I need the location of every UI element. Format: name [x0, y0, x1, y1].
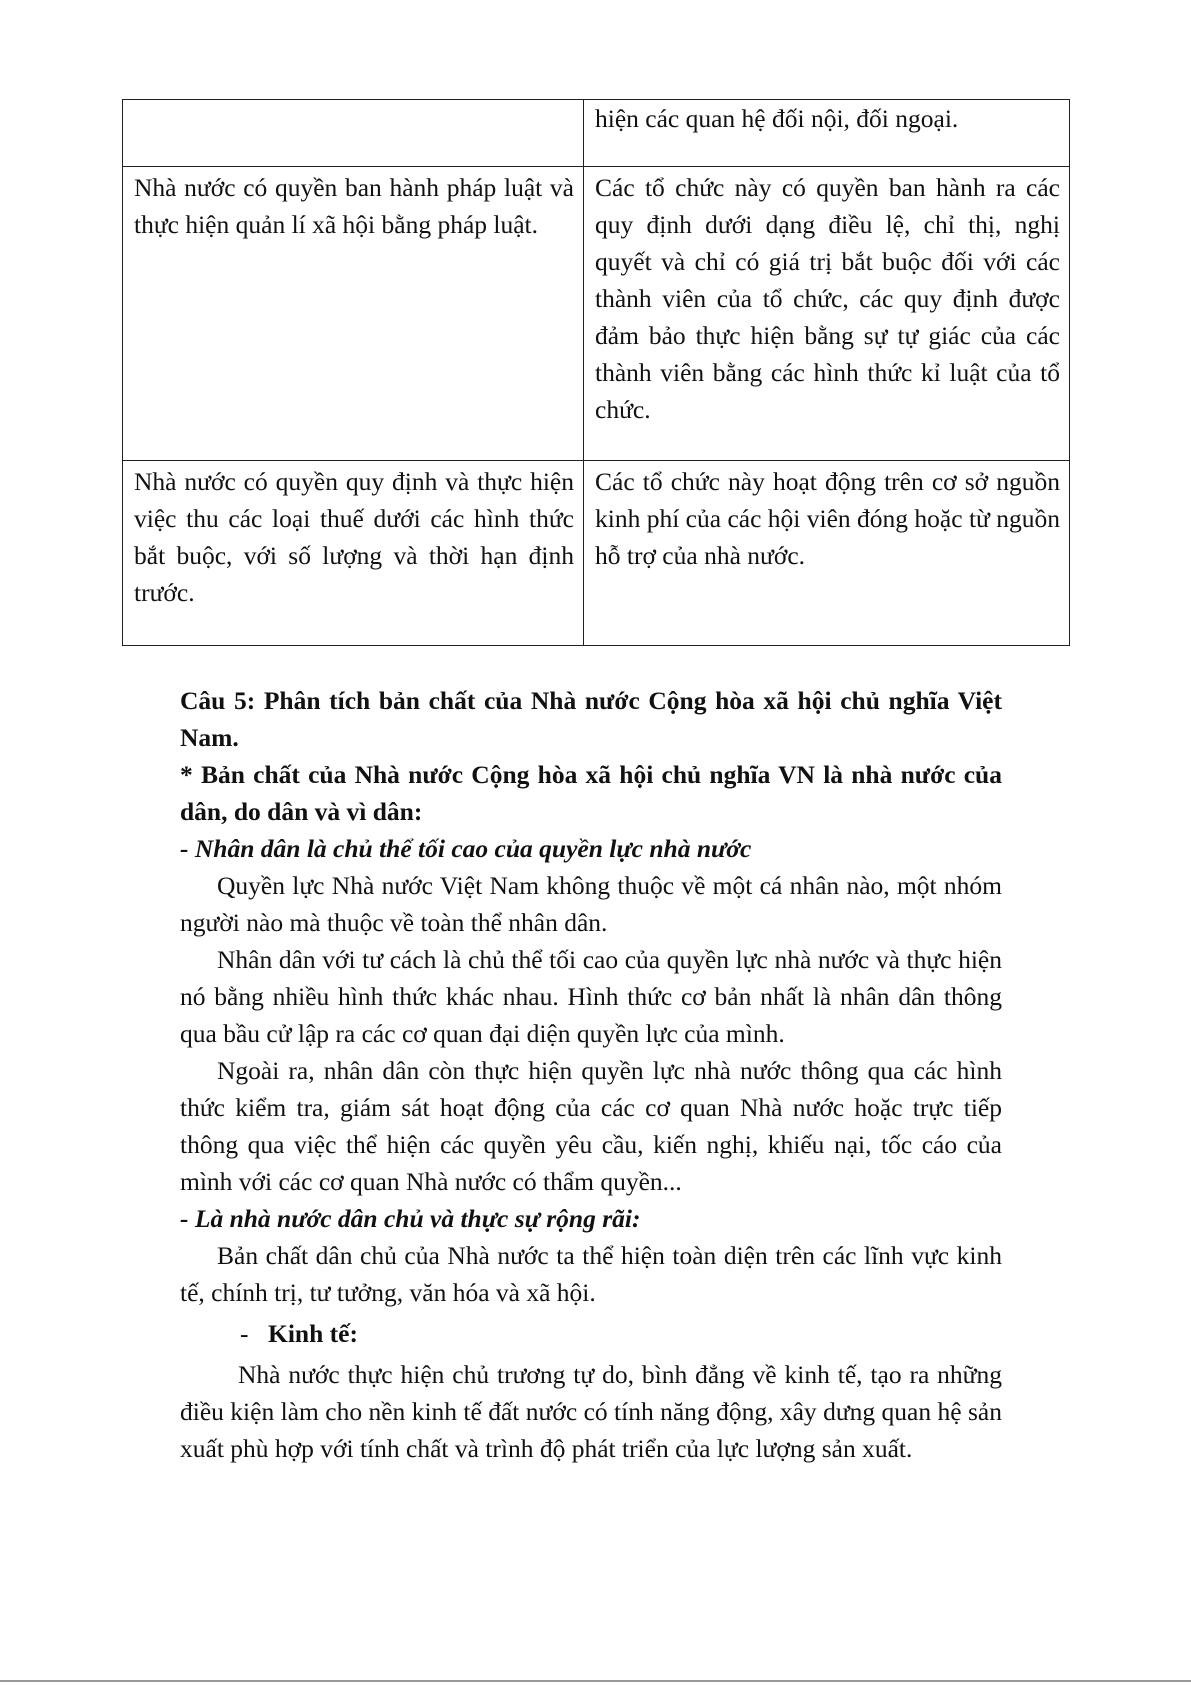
point1-heading: - Nhân dân là chủ thể tối cao của quyền lực nhà nước [180, 834, 752, 863]
paragraph: Bản chất dân chủ của Nhà nước ta thể hiện toàn diện trên các lĩnh vực kinh tế, chính trị, tư tưởng, văn hóa và xã hội. [180, 1241, 1002, 1307]
table-cell-state [123, 100, 584, 167]
table-row [123, 167, 1070, 461]
paragraph: Nhân dân với tư cách là chủ thể tối cao của quyền lực nhà nước và thực hiện nó bằng nhiều hình thức khác nhau. Hình thức cơ bản nhất là nhân dân thông qua bầu cử lập ra các cơ quan đại diện quyền lực của mình. [180, 945, 1002, 1048]
table-cell-organization: Các tổ chức này hoạt động trên cơ sở nguồn kinh phí của các hội viên đóng hoặc từ nguồn hỗ trợ của nhà nước. [584, 461, 1070, 646]
economy-heading [180, 1315, 1002, 1352]
comparison-table [122, 99, 1070, 646]
essence-heading: * Bản chất của Nhà nước Cộng hòa xã hội chủ nghĩa VN là nhà nước của dân, do dân và vì dân: [180, 760, 1002, 826]
page-bottom-divider [0, 1680, 1191, 1682]
main-content [180, 682, 1002, 1467]
table-cell-state: Nhà nước có quyền ban hành pháp luật và thực hiện quản lí xã hội bằng pháp luật. [123, 167, 584, 461]
question-title: Câu 5: Phân tích bản chất của Nhà nước Cộng hòa xã hội chủ nghĩa Việt Nam. [180, 686, 1002, 752]
table-cell-organization: Các tổ chức này có quyền ban hành ra các quy định dưới dạng điều lệ, chỉ thị, nghị quyết và chỉ có giá trị bắt buộc đối với các thành viên của tổ chức, các quy định được đảm bảo thực hiện bằng sự tự giác của các thành viên bằng các hình thức kỉ luật của tổ chức. [584, 167, 1070, 461]
table-cell-organization: hiện các quan hệ đối nội, đối ngoại. [584, 100, 1070, 167]
economy-heading-label: Kinh tế: [268, 1319, 358, 1348]
paragraph: Nhà nước thực hiện chủ trương tự do, bình đẳng về kinh tế, tạo ra những điều kiện làm cho nền kinh tế đất nước có tính năng động, xây dưng quan hệ sản xuất phù hợp với tính chất và trình độ phát triển của lực lượng sản xuất. [180, 1360, 1002, 1463]
paragraph: Ngoài ra, nhân dân còn thực hiện quyền lực nhà nước thông qua các hình thức kiểm tra, giám sát hoạt động của các cơ quan Nhà nước hoặc trực tiếp thông qua việc thể hiện các quyền yêu cầu, kiến nghị, khiếu nại, tốc cáo của mình với các cơ quan Nhà nước có thẩm quyền... [180, 1056, 1002, 1196]
point2-heading: - Là nhà nước dân chủ và thực sự rộng rãi: [180, 1204, 641, 1233]
table-row [123, 100, 1070, 167]
table-cell-state: Nhà nước có quyền quy định và thực hiện việc thu các loại thuế dưới các hình thức bắt buộc, với số lượng và thời hạn định trước. [123, 461, 584, 646]
table-row [123, 461, 1070, 646]
dash-bullet: - [240, 1319, 249, 1348]
paragraph: Quyền lực Nhà nước Việt Nam không thuộc về một cá nhân nào, một nhóm người nào mà thuộc về toàn thể nhân dân. [180, 871, 1002, 937]
